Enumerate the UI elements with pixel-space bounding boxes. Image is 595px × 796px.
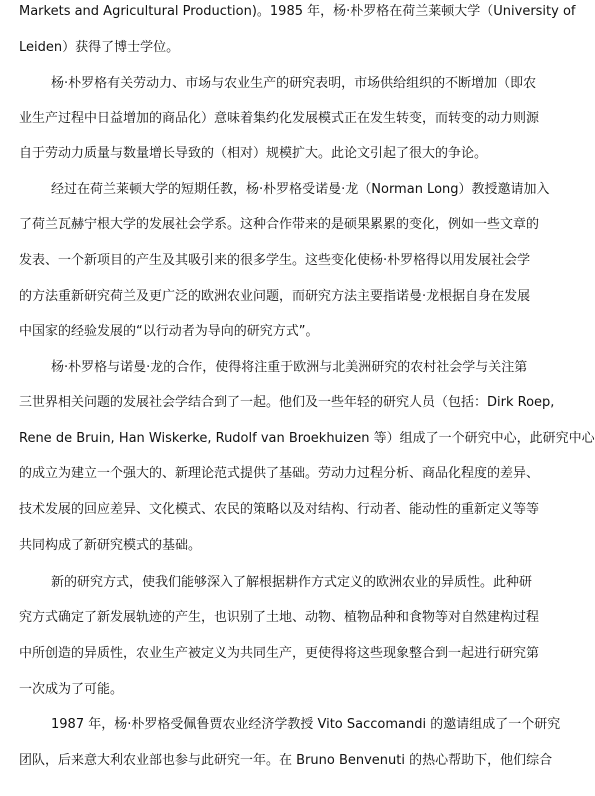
text-line: 杨·朴罗格与诺曼·龙的合作，使得将注重于欧洲与北美洲研究的农村社会学与关注第 — [51, 360, 528, 375]
text-line: 杨·朴罗格有关劳动力、市场与农业生产的研究表明，市场供给组织的不断增加（即农 — [51, 76, 537, 91]
text-line: 了荷兰瓦赫宁根大学的发展社会学系。这种合作带来的是硕果累累的变化，例如一些文章的 — [19, 217, 540, 232]
text-line: 团队，后来意大利农业部也参与此研究一年。在 Bruno Benvenuti 的热心帮助下，他们综合 — [19, 753, 553, 768]
text-line: 共同构成了新研究模式的基础。 — [19, 538, 202, 553]
text-line: Leiden）获得了博士学位。 — [19, 40, 180, 55]
text-line: 1987 年，杨·朴罗格受佩鲁贾农业经济学教授 Vito Saccomandi 的邀请组成了一个研究 — [51, 717, 561, 732]
text-line: 究方式确定了新发展轨迹的产生，也识别了土地、动物、植物品种和食物等对自然建构过程 — [19, 610, 540, 625]
text-line: 业生产过程中日益增加的商品化）意味着集约化发展模式正在发生转变，而转变的动力则源 — [19, 111, 540, 126]
text-line: 中所创造的异质性，农业生产被定义为共同生产，更使得将这些现象整合到一起进行研究第 — [19, 646, 540, 661]
text-line: 经过在荷兰莱顿大学的短期任教，杨·朴罗格受诺曼·龙（Norman Long）教授邀请加入 — [51, 182, 550, 197]
text-line: 自于劳动力质量与数量增长导致的（相对）规模扩大。此论文引起了很大的争论。 — [19, 146, 488, 161]
text-line: Rene de Bruin, Han Wiskerke, Rudolf van Broekhuizen 等）组成了一个研究中心，此研究中心 — [19, 431, 595, 446]
text-line: 的方法重新研究荷兰及更广泛的欧洲农业问题，而研究方法主要指诺曼·龙根据自身在发展 — [19, 289, 531, 304]
text-line: 一次成为了可能。 — [19, 682, 124, 697]
text-line: 新的研究方式，使我们能够深入了解根据耕作方式定义的欧洲农业的异质性。此种研 — [51, 575, 533, 590]
text-line: Markets and Agricultural Production)。1985 年，杨·朴罗格在荷兰莱顿大学（University of — [19, 4, 576, 19]
text-line: 发表、一个新项目的产生及其吸引来的很多学生。这些变化使杨·朴罗格得以用发展社会学 — [19, 253, 531, 268]
text-line: 技术发展的回应差异、文化模式、农民的策略以及对结构、行动者、能动性的重新定义等等 — [19, 502, 540, 517]
text-line: 的成立为建立一个强大的、新理论范式提供了基础。劳动力过程分析、商品化程度的差异、 — [19, 466, 540, 481]
text-line: 中国家的经验发展的“以行动者为导向的研究方式”。 — [19, 324, 319, 339]
text-line: 三世界相关问题的发展社会学结合到了一起。他们及一些年轻的研究人员（包括：Dirk Roep, — [19, 395, 555, 410]
